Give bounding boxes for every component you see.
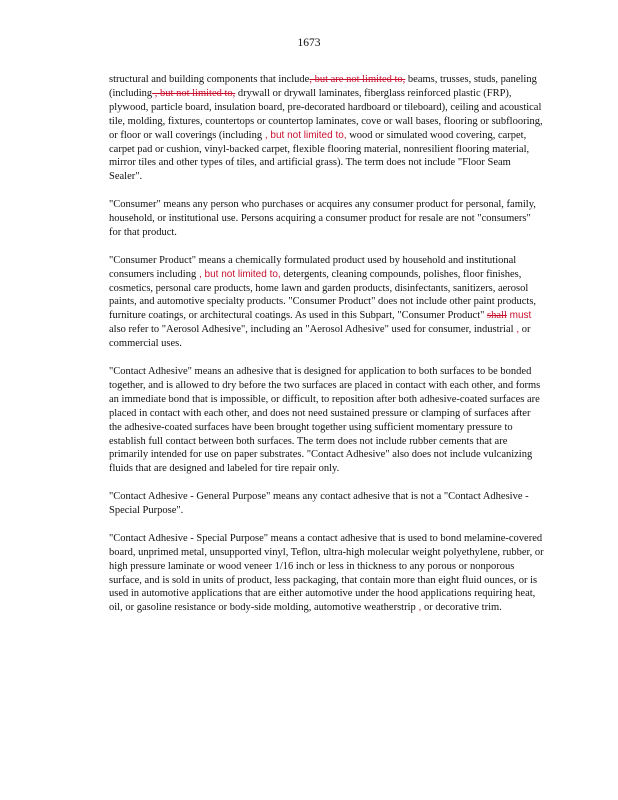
paragraph-contact-adhesive-definition: "Contact Adhesive" means an adhesive that is designed for application to both surfaces to be bonded together, and is allowed to dry before the two surfaces are placed in contact with each other, and forms an immediate bond that is impossible, or difficult, to reposition after both adhesive-coated surfaces are placed in contact with each other, and does not need sustained pressure or clamping of surfaces after the adhesive-coated surfaces have been brought together using sufficient momentary pressure to establish full contact between both surfaces. The term does not include rubber cements that are primarily intended for use on paper substrates. "Contact Adhesive" also does not include vulcanizing fluids that are designed and labeled for tire repair only. bbox=[109, 365, 541, 475]
deleted-text: , but are not limited to, bbox=[309, 74, 406, 85]
inserted-text: , bbox=[415, 602, 422, 614]
text-run: also refer to "Aerosol Adhesive", including an "Aerosol Adhesive" used for consumer, industrial bbox=[109, 324, 514, 336]
paragraph-contact-adhesive-general-purpose: "Contact Adhesive - General Purpose" means any contact adhesive that is not a "Contact Adhesive - Special Purpose". bbox=[109, 491, 529, 517]
inserted-text: , but not limited to, bbox=[262, 129, 347, 141]
inserted-text: must bbox=[506, 310, 532, 322]
paragraph-consumer-definition: "Consumer" means any person who purchases or acquires any consumer product for personal, family, household, or institutional use. Persons acquiring a consumer product for resale are not "consumers" for that product. bbox=[109, 199, 536, 238]
text-run: or decorative trim. bbox=[421, 602, 502, 614]
inserted-text: , but not limited to, bbox=[196, 268, 281, 280]
paragraph-contact-adhesive-special-purpose bbox=[109, 532, 545, 615]
text-run: drywall or drywall laminates, fiberglass reinforced plastic (FRP), plywood, particle board, insulation board, pre-decorated hardboard or tileboard), ceiling and acoustical tile, molding, fixtures, countertops or countertop laminates, cove or wall bases, flooring or subflooring, or floor or wall coverings (including bbox=[109, 87, 543, 141]
text-run: structural and building components that include bbox=[109, 74, 310, 85]
document-body bbox=[109, 73, 545, 629]
text-run: detergents, cleaning compounds, polishes, floor finishes, cosmetics, personal care products, home lawn and garden products, disinfectants, sanitizers, aerosol paints, and automotive specialty products. "Consumer Product" does not include other paint products, furniture coatings, or architectural coatings. As used in this Subpart, "Consumer Product" bbox=[109, 268, 537, 322]
inserted-text: , bbox=[513, 324, 520, 336]
text-run: beams, trusses, studs, paneling (including bbox=[109, 74, 537, 99]
paragraph-consumer-product-definition bbox=[109, 254, 545, 351]
page-number: 1673 bbox=[297, 37, 321, 49]
text-run: "Contact Adhesive - Special Purpose" means a contact adhesive that is used to bond melamine-covered board, unprimed metal, unsupported vinyl, Teflon, ultra-high molecular weight polyethylene, rubber, or high pressure laminate or wood veneer 1/16 inch or less in thickness to any porous or nonporous surface, and is sold in units of product, less packaging, that contain more than eight fluid ounces, or is used in automotive applications that are either automotive under the hood applications requiring heat, oil, or gasoline resistance or body-side molding, automotive weatherstrip bbox=[109, 532, 544, 614]
deleted-text: shall bbox=[487, 310, 507, 322]
text-run: or commercial uses. bbox=[109, 324, 531, 350]
deleted-text: , but not limited to, bbox=[152, 87, 236, 99]
paragraph-building-components bbox=[109, 73, 545, 184]
text-run: "Consumer Product" means a chemically formulated product used by household and institutional consumers including bbox=[109, 254, 517, 280]
text-run: wood or simulated wood covering, carpet, carpet pad or cushion, vinyl-backed carpet, flexible flooring material, nonresilient flooring material, mirror tiles and other types of tiles, and artificial grass). The term does not include "Floor Seam Sealer". bbox=[109, 129, 530, 183]
